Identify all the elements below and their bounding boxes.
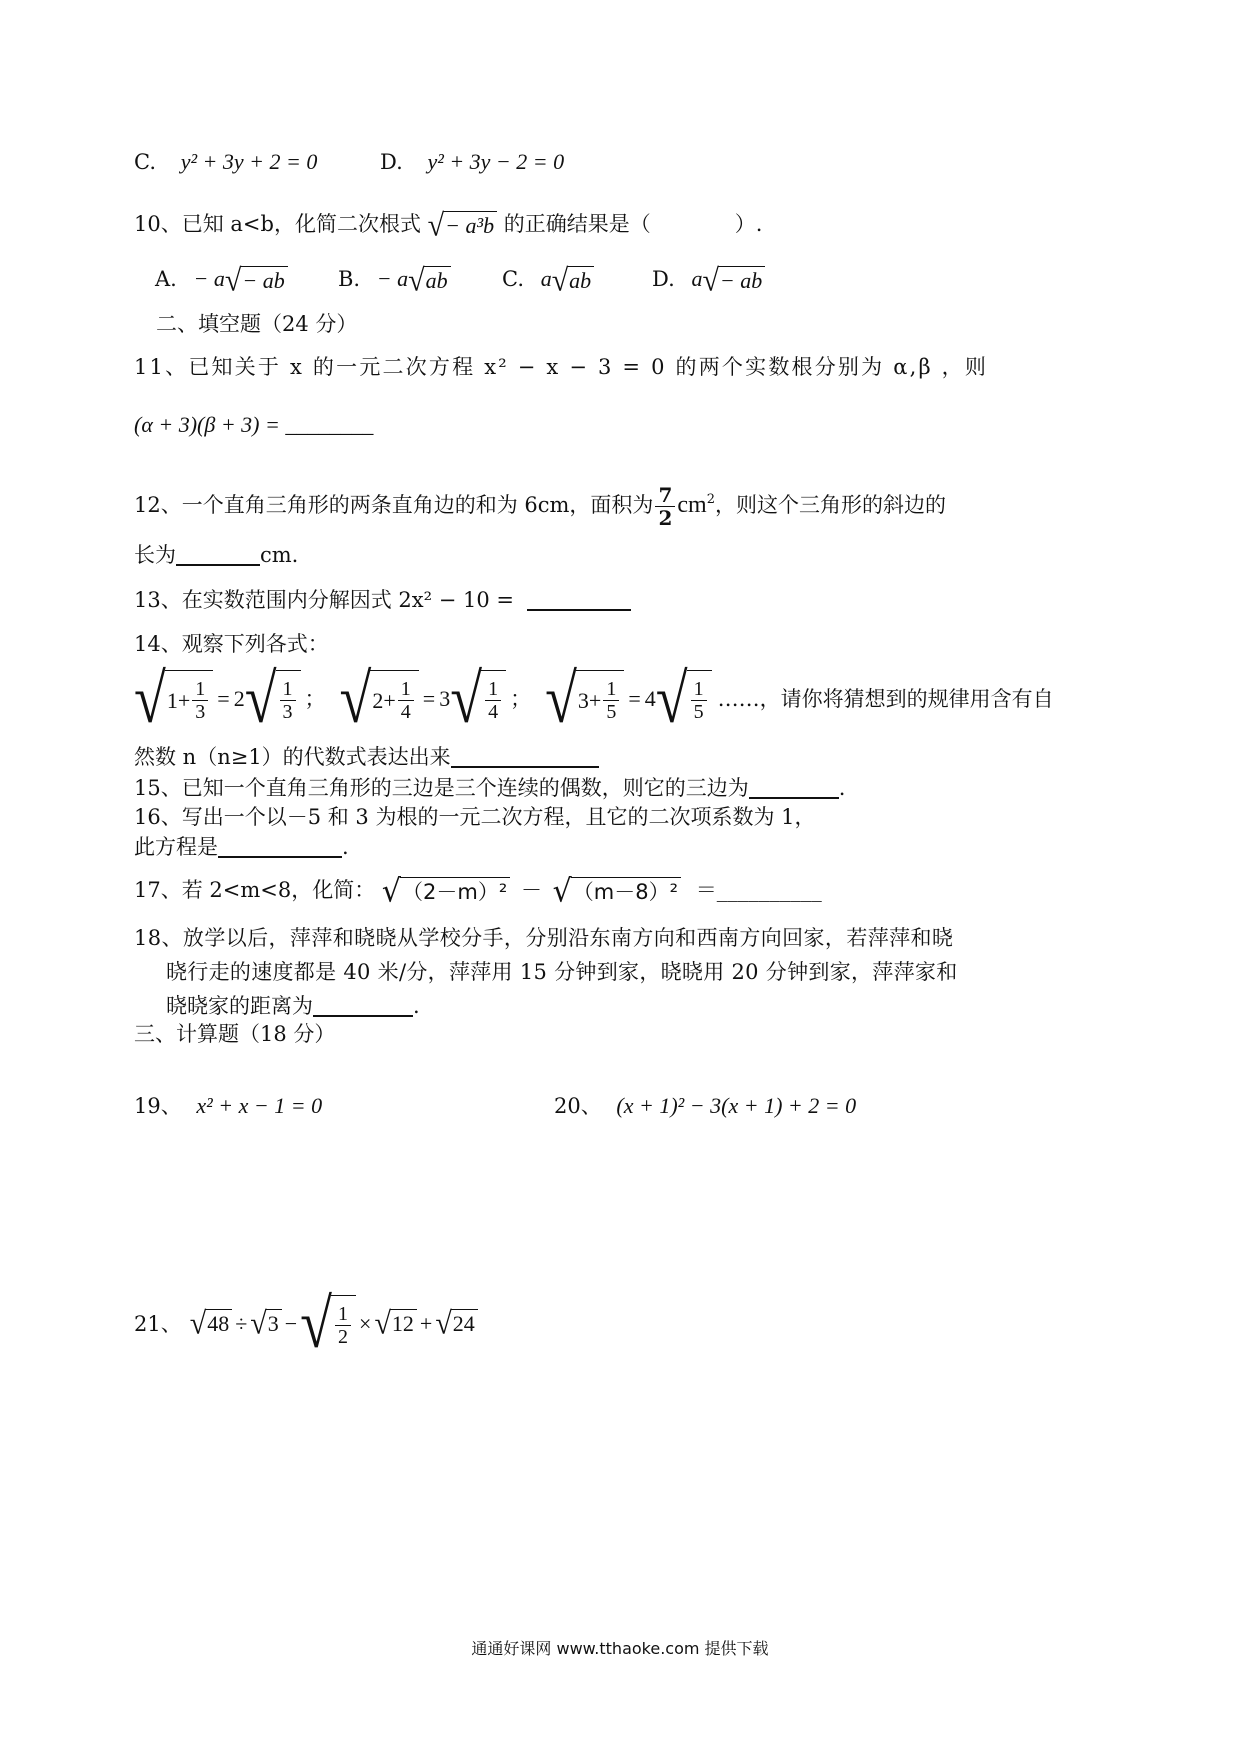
q10-option-a <box>155 262 288 298</box>
radical: √ − ab <box>702 266 765 296</box>
denominator: 2 <box>338 1326 349 1348</box>
question-label: 19、 <box>134 1094 182 1118</box>
numerator: 1 <box>192 678 208 701</box>
question-15 <box>134 774 845 802</box>
radical: √ − a³b <box>428 211 497 241</box>
question-text: . <box>413 994 420 1018</box>
coefficient: − a <box>193 266 225 291</box>
answer-blank[interactable]: ＝__________ <box>695 878 822 902</box>
denominator: 4 <box>488 701 499 723</box>
question-text: 17、若 2<m<8，化简： <box>134 878 376 902</box>
answer-blank[interactable] <box>527 587 631 611</box>
fraction <box>485 678 501 723</box>
numerator: 7 <box>655 484 675 507</box>
numerator: 1 <box>603 678 619 701</box>
q9-option-d <box>380 148 564 176</box>
question-18-line3 <box>166 992 420 1020</box>
option-label: A. <box>155 267 177 291</box>
question-text: 晓晓家的距离为 <box>166 994 313 1018</box>
equation: (x + 1)² − 3(x + 1) + 2 = 0 <box>616 1093 857 1118</box>
question-12-line2 <box>134 541 298 569</box>
operator: × <box>359 1311 372 1336</box>
q10-option-d <box>652 262 765 298</box>
denominator: 5 <box>693 701 704 723</box>
answer-blank[interactable] <box>218 834 342 858</box>
integer: 1 <box>166 687 178 713</box>
denominator: 3 <box>282 701 293 723</box>
fraction <box>280 678 296 723</box>
question-text: 此方程是 <box>134 835 218 859</box>
radicand: 24 <box>451 1309 478 1339</box>
radical: √ 3 + $\frac{1}{5}$ <box>545 670 624 728</box>
radical: √ 2 + $\frac{1}{4}$ <box>340 670 419 728</box>
question-text: 长为 <box>134 543 176 567</box>
radical: √ $\frac{1}{3}$ <box>245 670 301 728</box>
numerator: 1 <box>280 678 296 701</box>
fraction <box>335 1303 351 1348</box>
coefficient: − a <box>376 266 409 291</box>
radical: √ 1 + $\frac{1}{3}$ <box>134 670 213 728</box>
radical: √ − ab <box>225 266 288 296</box>
question-text: 然数 n（n≥1）的代数式表达出来 <box>134 745 451 769</box>
radical: √ ab <box>408 266 450 296</box>
fraction <box>192 678 208 723</box>
question-20 <box>554 1092 856 1120</box>
fraction <box>398 678 414 723</box>
radical: √ $\frac{1}{4}$ <box>450 670 506 728</box>
option-label: D. <box>652 267 675 291</box>
radicand: 12 <box>390 1309 417 1339</box>
q9-option-d-equation: y² + 3y − 2 = 0 <box>427 149 565 174</box>
numerator: 1 <box>691 678 707 701</box>
denominator: 5 <box>606 701 617 723</box>
section-2-heading: 二、填空题（24 分） <box>156 312 358 336</box>
coefficient: a <box>691 266 703 291</box>
radicand: ab <box>567 266 594 296</box>
question-11: 11、已知关于 x 的一元二次方程 x² − x − 3 = 0 的两个实数根分别为 α,β ，则 <box>134 355 989 379</box>
radicand: （2－m）² <box>400 877 510 907</box>
question-14-line3 <box>134 743 599 771</box>
radical: √ 12 <box>374 1309 416 1339</box>
question-text: 的正确结果是（ ）. <box>503 212 763 236</box>
question-14-title: 14、观察下列各式： <box>134 632 329 656</box>
coefficient: a <box>540 266 552 291</box>
fraction <box>691 678 707 723</box>
denominator: 2 <box>658 506 673 530</box>
coefficient: 3 <box>439 686 451 711</box>
unit-exponent: 2 <box>706 492 715 507</box>
q10-option-b <box>338 262 451 298</box>
q9-option-c <box>134 148 317 176</box>
question-16: 16、写出一个以－5 和 3 为根的一元二次方程，且它的二次项系数为 1， <box>134 805 816 829</box>
operator: − <box>284 1311 298 1336</box>
fraction <box>603 678 619 723</box>
question-18: 18、放学以后，萍萍和晓晓从学校分手，分别沿东南方向和西南方向回家，若萍萍和晓 <box>134 926 954 950</box>
equation: x² + x − 1 = 0 <box>196 1093 323 1118</box>
answer-blank[interactable] <box>451 744 599 768</box>
coefficient: 2 <box>233 686 245 711</box>
radical: √ $\frac{1}{5}$ <box>656 670 712 728</box>
answer-blank[interactable] <box>749 775 839 799</box>
question-label: 20、 <box>554 1094 602 1118</box>
option-label: C. <box>134 150 156 174</box>
radical: √ 3 <box>250 1309 281 1339</box>
option-label: B. <box>338 267 361 291</box>
operator: － <box>520 878 542 902</box>
radicand: − a³b <box>443 211 497 241</box>
radicand: （m－8）² <box>571 877 681 907</box>
question-text: . <box>838 776 846 800</box>
question-12 <box>134 484 946 529</box>
radical: √ $\frac{1}{2}$ <box>300 1295 356 1353</box>
integer: 3 <box>577 687 589 713</box>
integer: 2 <box>372 687 384 713</box>
question-17 <box>134 872 822 910</box>
question-text: ……，请你将猜想到的规律用含有自 <box>717 687 1054 711</box>
fraction <box>655 484 675 529</box>
operator: ÷ <box>235 1311 248 1336</box>
question-text: 15、已知一个直角三角形的三边是三个连续的偶数，则它的三边为 <box>134 776 749 800</box>
unit: cm <box>677 492 707 518</box>
radical: √ （2－m）² <box>382 877 510 907</box>
answer-blank[interactable] <box>176 542 260 566</box>
radical: √ 24 <box>435 1309 477 1339</box>
question-text: cm. <box>260 543 299 567</box>
question-text: 10、已知 a<b，化简二次根式 <box>134 212 421 236</box>
radicand: 3 <box>266 1309 282 1339</box>
question-text: 12、一个直角三角形的两条直角边的和为 6cm，面积为 <box>134 493 654 517</box>
q9-option-c-equation: y² + 3y + 2 = 0 <box>180 149 318 174</box>
question-text: . <box>342 835 349 859</box>
option-label: D. <box>380 150 403 174</box>
radical: √ （m－8）² <box>553 877 681 907</box>
operator: + <box>419 1311 433 1336</box>
radicand: − ab <box>718 266 765 296</box>
denominator: 4 <box>400 701 411 723</box>
radicand: − ab <box>240 266 287 296</box>
question-10 <box>134 207 763 243</box>
numerator: 1 <box>485 678 501 701</box>
coefficient: 4 <box>644 686 656 711</box>
numerator: 1 <box>398 678 414 701</box>
page-footer: 通通好课网 www.tthaoke.com 提供下载 <box>471 1639 769 1658</box>
question-13 <box>134 586 631 614</box>
question-21 <box>134 1284 478 1363</box>
question-11-expression: (α + 3)(β + 3) = ________ <box>134 412 374 437</box>
option-label: C. <box>502 267 524 291</box>
question-14-expressions: √ 1 + $\frac{1}{3}$ = 2 √ $\frac{1}{3}$ ； √ 2 + $\frac{1}{4}$ = 3 √ $\frac{1}{4}$ ； √ 3 + $\frac{1}{5}$ = 4 √ $\frac{1}{5}$ ……，请你将猜想到的规律用含有自 <box>134 659 1054 738</box>
radicand: 48 <box>205 1309 232 1339</box>
answer-blank[interactable] <box>313 993 413 1017</box>
question-19 <box>134 1092 322 1120</box>
question-18-line2: 晓行走的速度都是 40 米/分，萍萍用 15 分钟到家，晓晓用 20 分钟到家，萍萍家和 <box>166 960 958 984</box>
question-text: ，则这个三角形的斜边的 <box>714 493 946 517</box>
numerator: 1 <box>335 1303 351 1326</box>
radical: √ ab <box>552 266 594 296</box>
radical: √ 48 <box>190 1309 232 1339</box>
radicand: ab <box>424 266 451 296</box>
section-3-heading: 三、计算题（18 分） <box>134 1022 336 1046</box>
q10-option-c <box>502 262 594 298</box>
question-16-line2 <box>134 833 349 861</box>
question-text: 13、在实数范围内分解因式 2x² − 10 = <box>134 588 514 612</box>
denominator: 3 <box>195 701 206 723</box>
question-label: 21、 <box>134 1312 182 1336</box>
